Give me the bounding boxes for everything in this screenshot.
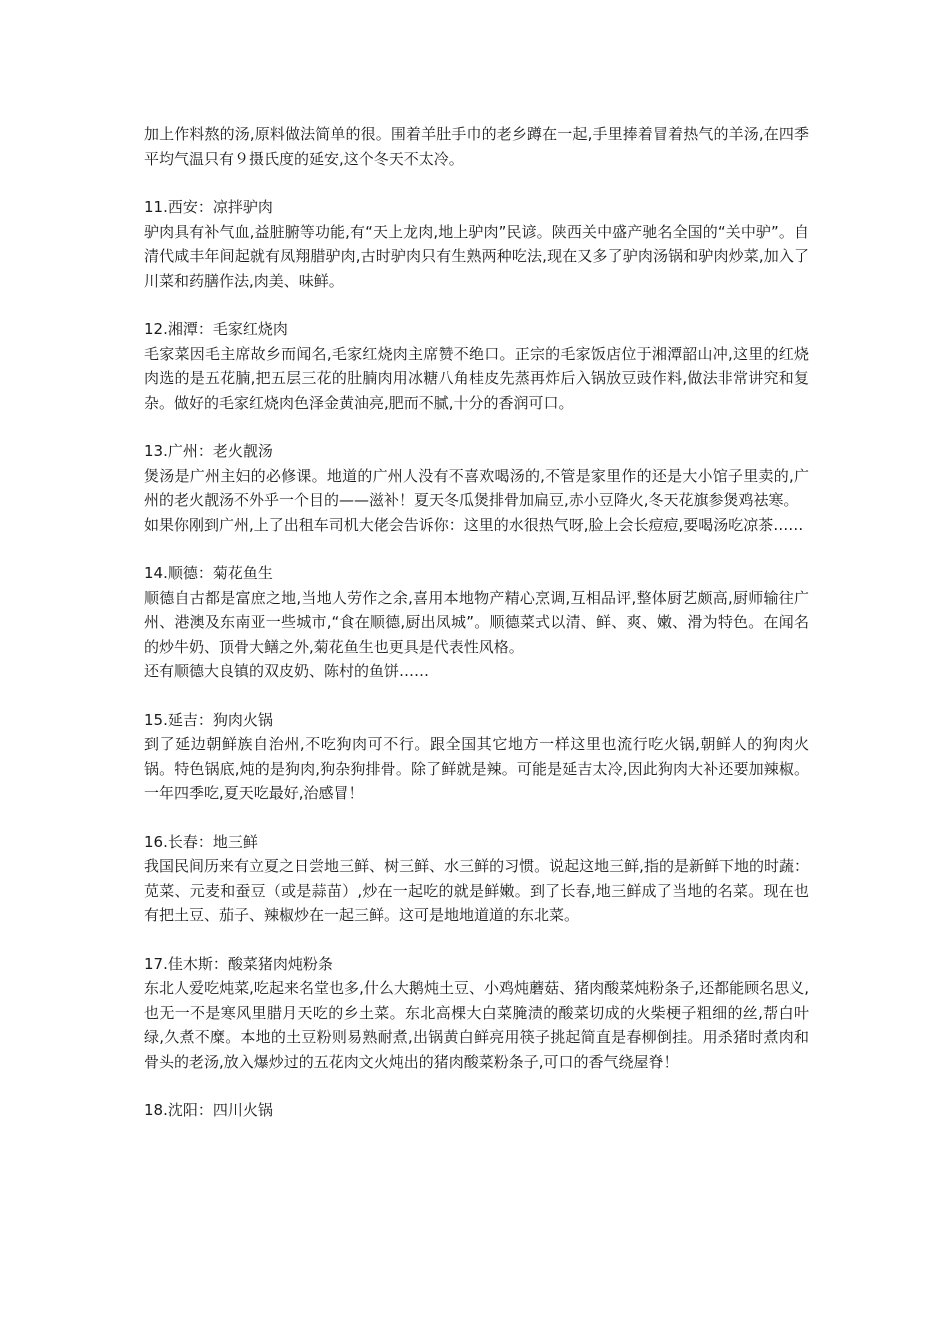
section-heading: 18.沈阳：四川火锅 bbox=[144, 1101, 273, 1119]
section-paragraph: 我国民间历来有立夏之日尝地三鲜、树三鲜、水三鲜的习惯。说起这地三鲜,指的是新鲜下地的时蔬：苋菜、元麦和蚕豆（或是蒜苗）,炒在一起吃的就是鲜嫩。到了长春,地三鲜成了当地的名菜。现在也有把土豆、茄子、辣椒炒在一起三鲜。这可是地地道道的东北菜。 bbox=[144, 857, 809, 924]
section-shunde bbox=[144, 561, 809, 684]
section-heading: 11.西安：凉拌驴肉 bbox=[144, 198, 273, 216]
section-xian bbox=[144, 195, 809, 293]
section-heading: 15.延吉：狗肉火锅 bbox=[144, 710, 273, 729]
section-xiangtan bbox=[144, 317, 809, 415]
section-shenyang bbox=[144, 1098, 809, 1123]
section-heading: 12.湘潭：毛家红烧肉 bbox=[144, 320, 288, 338]
document-page bbox=[144, 122, 809, 1123]
section-paragraph: 东北人爱吃炖菜,吃起来名堂也多,什么大鹅炖土豆、小鸡炖蘑菇、猪肉酸菜炖粉条子,还都能顾名思义,也无一不是寒风里腊月天吃的乡土菜。东北高棵大白菜腌渍的酸菜切成的火柴梗子粗细的丝,帮白叶绿,久煮不糜。本地的土豆粉则易熟耐煮,出锅黄白鲜亮用筷子挑起简直是春柳倒挂。用杀猪时煮肉和骨头的老汤,放入爆炒过的五花肉文火炖出的猪肉酸菜粉条子,可口的香气绕屋脊！ bbox=[144, 979, 809, 1071]
section-paragraph: 毛家菜因毛主席故乡而闻名,毛家红烧肉主席赞不绝口。正宗的毛家饭店位于湘潭韶山冲,这里的红烧肉选的是五花腩,把五层三花的肚腩肉用冰糖八角桂皮先蒸再炸后入锅放豆豉作料,做法非常讲究和复杂。做好的毛家红烧肉色泽金黄油亮,肥而不腻,十分的香润可口。 bbox=[144, 344, 809, 412]
section-paragraph: 顺德自古都是富庶之地,当地人劳作之余,喜用本地物产精心烹调,互相品评,整体厨艺颇高,厨师输往广州、港澳及东南亚一些城市,“食在顺德,厨出凤城”。顺德菜式以清、鲜、爽、嫩、滑为特色。在闻名的炒牛奶、顶骨大鳝之外,菊花鱼生也更具是代表性风格。 bbox=[144, 588, 809, 656]
section-guangzhou bbox=[144, 439, 809, 537]
section-paragraph: 还有顺德大良镇的双皮奶、陈村的鱼饼…… bbox=[144, 662, 430, 680]
section-heading: 17.佳木斯：酸菜猪肉炖粉条 bbox=[144, 954, 333, 973]
section-paragraph: 如果你刚到广州,上了出租车司机大佬会告诉你：这里的水很热气呀,脸上会长痘痘,要喝汤吃凉茶…… bbox=[144, 515, 804, 534]
section-paragraph: 驴肉具有补气血,益脏腑等功能,有“天上龙肉,地上驴肉”民谚。陕西关中盛产驰名全国的“关中驴”。自清代咸丰年间起就有凤翔腊驴肉,古时驴肉只有生熟两种吃法,现在又多了驴肉汤锅和驴肉炒菜,加入了川菜和药膳作法,肉美、味鲜。 bbox=[144, 222, 809, 290]
section-changchun bbox=[144, 830, 809, 928]
section-heading: 13.广州：老火靓汤 bbox=[144, 442, 273, 460]
section-jiamusi bbox=[144, 952, 809, 1075]
section-yanji bbox=[144, 708, 809, 806]
section-paragraph: 煲汤是广州主妇的必修课。地道的广州人没有不喜欢喝汤的,不管是家里作的还是大小馆子里卖的,广州的老火靓汤不外乎一个目的——滋补！夏天冬瓜煲排骨加扁豆,赤小豆降火,冬天花旗参煲鸡祛寒。 bbox=[144, 466, 809, 509]
intro-paragraph: 加上作料熬的汤,原料做法简单的很。围着羊肚手巾的老乡蹲在一起,手里捧着冒着热气的羊汤,在四季平均气温只有９摄氏度的延安,这个冬天不太冷。 bbox=[144, 125, 809, 168]
section-heading: 14.顺德：菊花鱼生 bbox=[144, 564, 273, 582]
section-paragraph: 到了延边朝鲜族自治州,不吃狗肉可不行。跟全国其它地方一样这里也流行吃火锅,朝鲜人的狗肉火锅。特色锅底,炖的是狗肉,狗杂狗排骨。除了鲜就是辣。可能是延吉太冷,因此狗肉大补还要加辣椒。一年四季吃,夏天吃最好,治感冒！ bbox=[144, 735, 809, 802]
section-heading: 16.长春：地三鲜 bbox=[144, 832, 258, 851]
